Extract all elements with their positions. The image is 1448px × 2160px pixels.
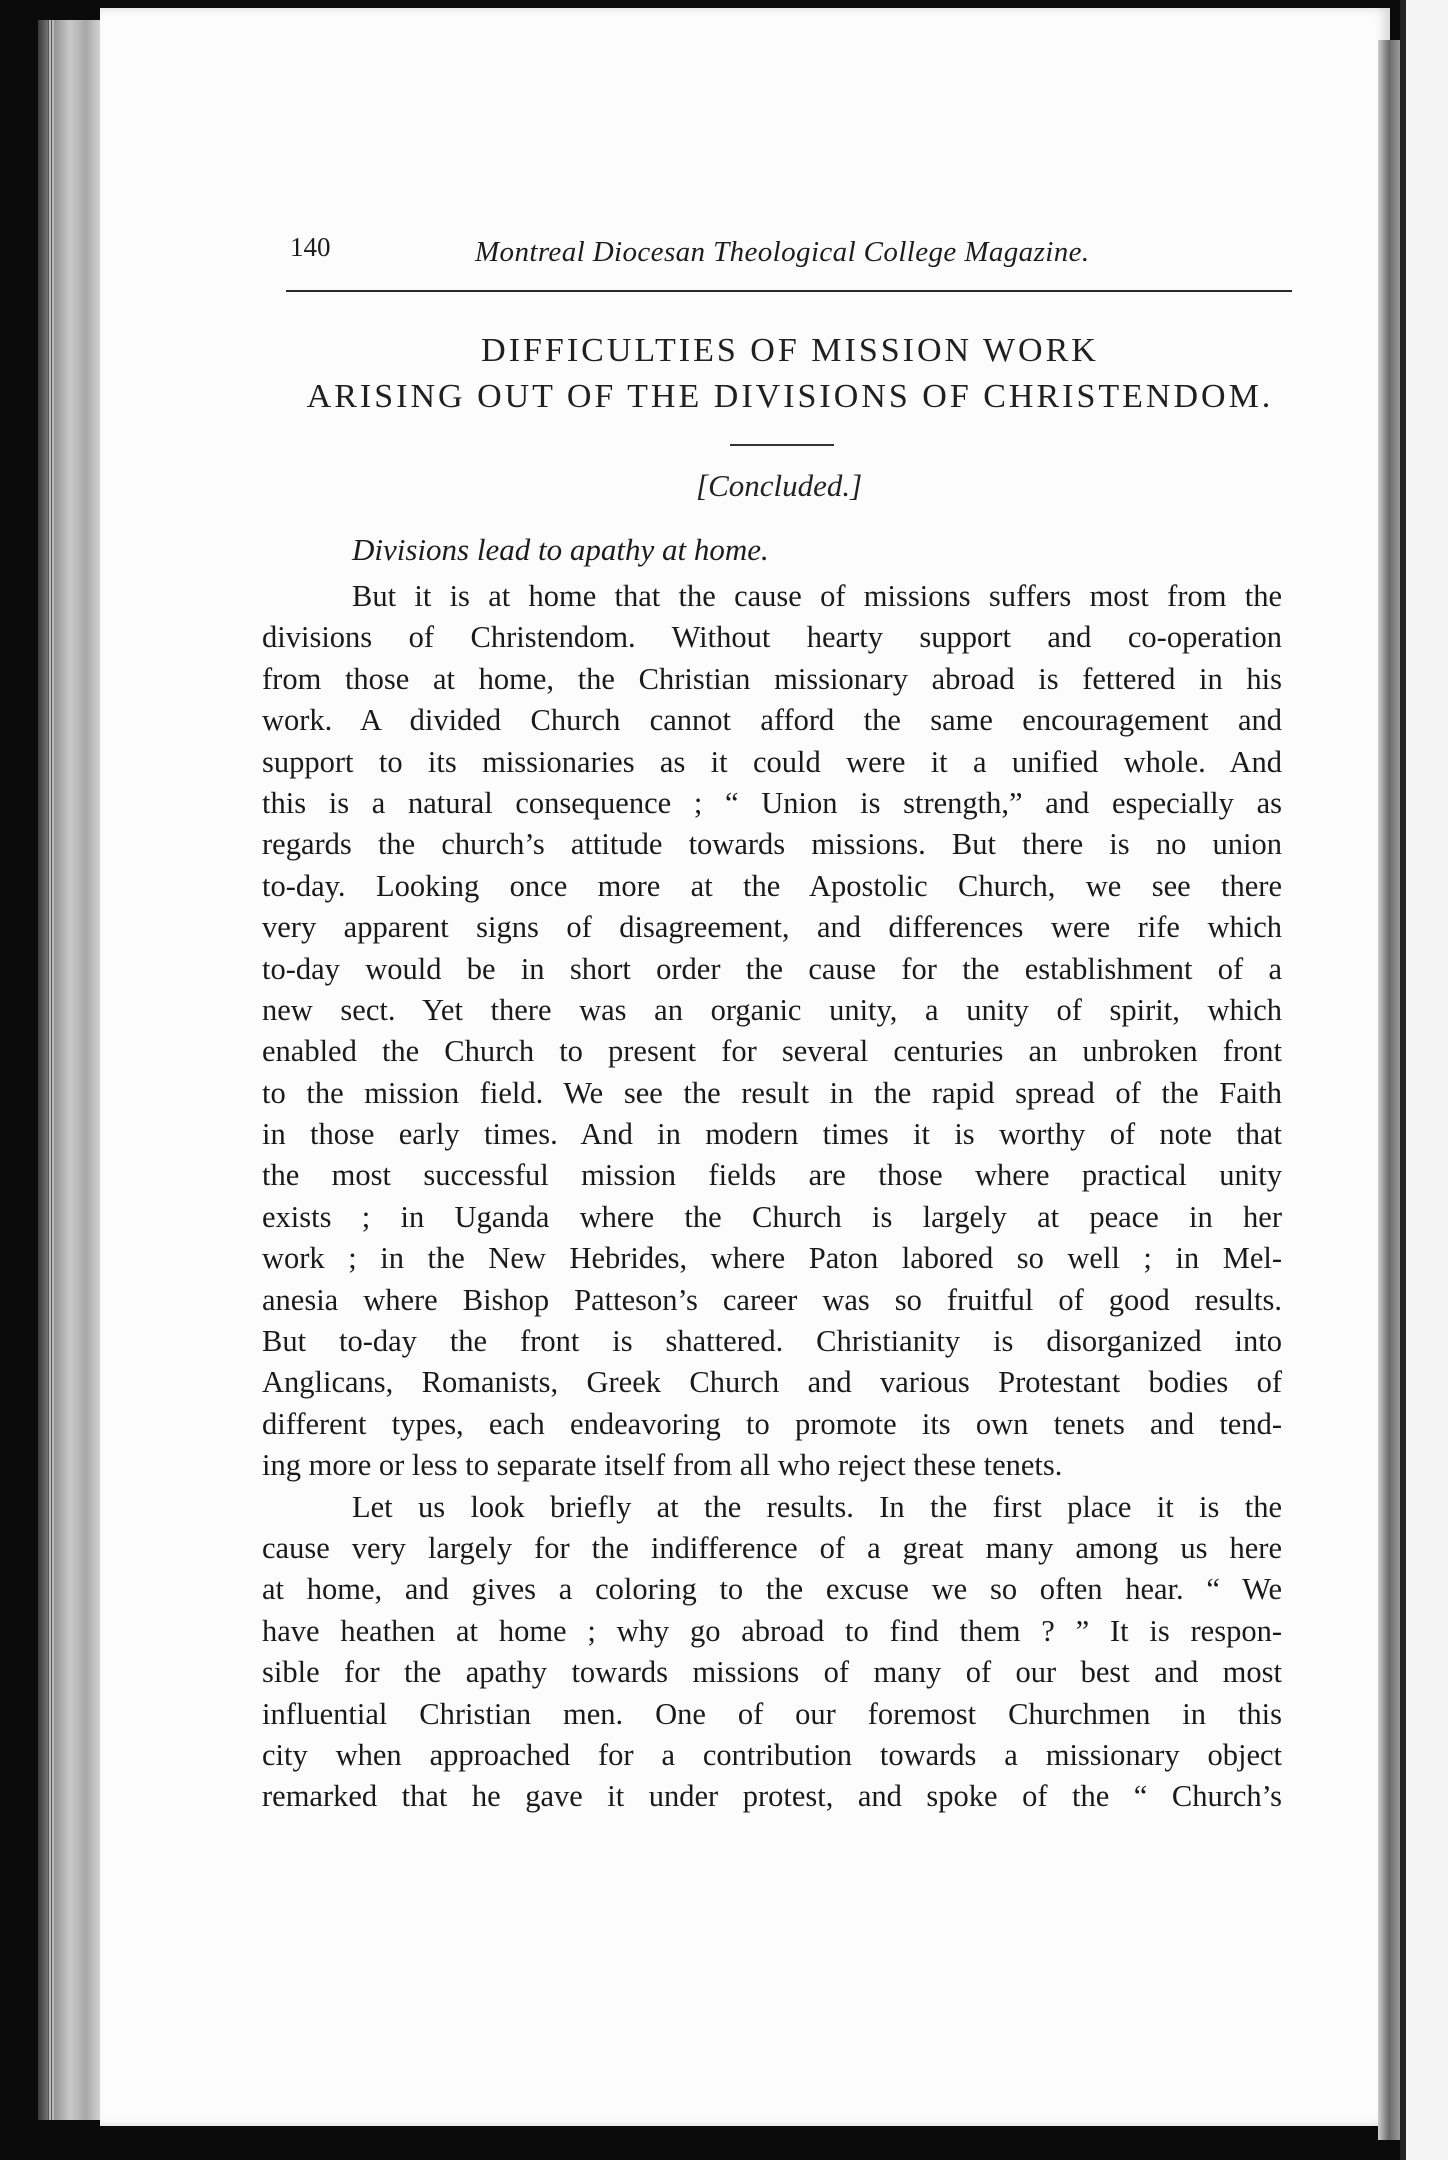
running-head	[290, 232, 1290, 272]
article-title-line-1: DIFFICULTIES OF MISSION WORK	[481, 332, 1099, 369]
text-line: the most successful mission fields are those where practical unity	[262, 1158, 1282, 1193]
text-line: ing more or less to separate itself from all who reject these tenets.	[262, 1448, 1063, 1483]
text-line: different types, each endeavoring to promote its own tenets and tend-	[262, 1406, 1282, 1441]
text-line: to the mission field. We see the result in the rapid spread of the Faith	[262, 1075, 1282, 1110]
text-line: But it is at home that the cause of missions suffers most from the	[352, 579, 1282, 613]
text-line: have heathen at home ; why go abroad to find them ? ” It is respon-	[262, 1613, 1282, 1648]
title-divider	[730, 444, 834, 446]
text-line: anesia where Bishop Patteson’s career was so fruitful of good results.	[262, 1282, 1282, 1317]
scan-margin	[1400, 0, 1448, 2160]
text-line: support to its missionaries as it could were it a unified whole. And	[262, 744, 1282, 779]
text-line: Anglicans, Romanists, Greek Church and various Protestant bodies of	[262, 1365, 1282, 1400]
text-line: at home, and gives a coloring to the excuse we so often hear. “ We	[262, 1572, 1282, 1607]
text-line: enabled the Church to present for several centuries an unbroken front	[262, 1034, 1282, 1069]
header-rule	[286, 290, 1292, 292]
text-line: cause very largely for the indifference of a great many among us here	[262, 1530, 1282, 1565]
right-page-edge	[1378, 40, 1400, 2140]
concluded-note: [Concluded.]	[696, 468, 863, 503]
text-line: work. A divided Church cannot afford the same encouragement and	[262, 703, 1282, 738]
magazine-title: Montreal Diocesan Theological College Magazine.	[475, 236, 1090, 268]
text-line: Let us look briefly at the results. In the first place it is the	[352, 1489, 1282, 1524]
text-line: But to-day the front is shattered. Christianity is disorganized into	[262, 1324, 1282, 1359]
text-line: to-day. Looking once more at the Apostolic Church, we see there	[262, 868, 1282, 903]
text-line: very apparent signs of disagreement, and differences were rife which	[262, 910, 1282, 945]
text-line: sible for the apathy towards missions of many of our best and most	[262, 1655, 1282, 1690]
text-line: new sect. Yet there was an organic unity, a unity of spirit, which	[262, 992, 1282, 1027]
text-line: remarked that he gave it under protest, and spoke of the “ Church’s	[262, 1779, 1282, 1814]
article-body	[262, 576, 1282, 1818]
text-line: in those early times. And in modern times it is worthy of note that	[262, 1117, 1282, 1152]
text-line: work ; in the New Hebrides, where Paton labored so well ; in Mel-	[262, 1241, 1282, 1276]
text-line: from those at home, the Christian missionary abroad is fettered in his	[262, 661, 1282, 696]
article-title-line-2: ARISING OUT OF THE DIVISIONS OF CHRISTENDOM.	[306, 378, 1274, 415]
text-line: influential Christian men. One of our foremost Churchmen in this	[262, 1696, 1282, 1731]
text-line: regards the church’s attitude towards missions. But there is no union	[262, 827, 1282, 862]
text-line: exists ; in Uganda where the Church is largely at peace in her	[262, 1199, 1282, 1234]
section-heading: Divisions lead to apathy at home.	[352, 532, 769, 567]
page-number: 140	[290, 232, 331, 262]
text-line: city when approached for a contribution towards a missionary object	[262, 1737, 1282, 1772]
text-line: this is a natural consequence ; “ Union is strength,” and especially as	[262, 785, 1282, 820]
text-line: divisions of Christendom. Without hearty support and co-operation	[262, 620, 1282, 655]
text-line: to-day would be in short order the cause for the establishment of a	[262, 951, 1282, 986]
